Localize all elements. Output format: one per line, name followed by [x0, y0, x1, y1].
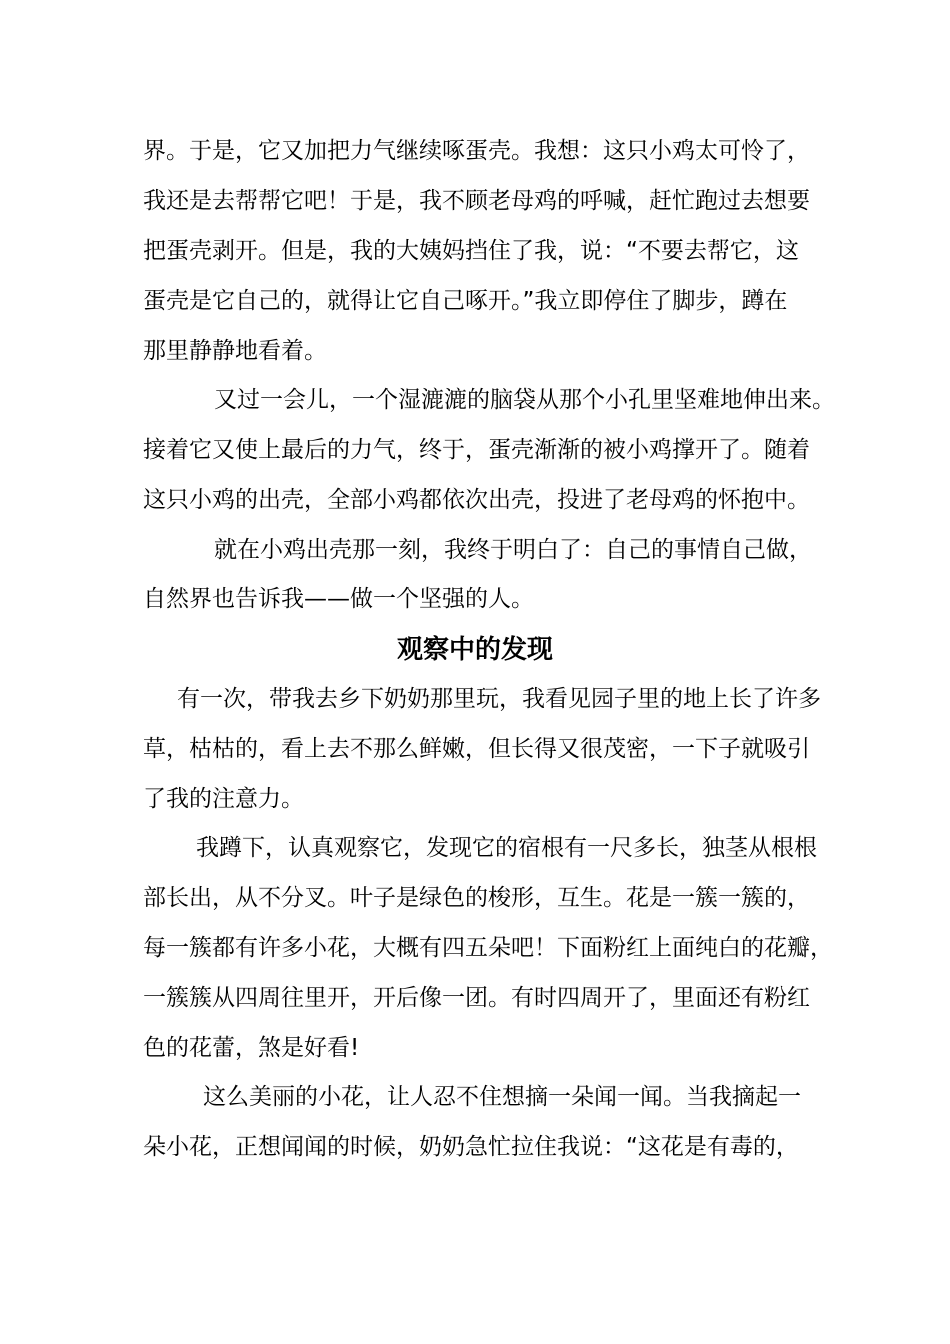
paragraph-line: 这么美丽的小花，让人忍不住想摘一朵闻一闻。当我摘起一 [203, 1084, 801, 1110]
paragraph-line: 把蛋壳剥开。但是，我的大姨妈挡住了我，说：“不要去帮它，这 [143, 238, 799, 264]
paragraph-line: 蛋壳是它自己的，就得让它自己啄开。”我立即停住了脚步，蹲在 [143, 288, 788, 314]
paragraph-line: 我还是去帮帮它吧！于是，我不顾老母鸡的呼喊，赶忙跑过去想要 [143, 188, 810, 214]
paragraph-line: 我蹲下，认真观察它，发现它的宿根有一尺多长，独茎从根根 [196, 835, 817, 861]
paragraph-line: 就在小鸡出壳那一刻，我终于明白了：自己的事情自己做， [214, 537, 812, 563]
paragraph-line: 草，枯枯的，看上去不那么鲜嫩，但长得又很茂密，一下子就吸引 [143, 736, 810, 762]
section-title: 观察中的发现 [396, 635, 553, 665]
paragraph-line: 一簇簇从四周往里开，开后像一团。有时四周开了，里面还有粉红 [143, 985, 810, 1011]
paragraph-line: 接着它又使上最后的力气，终于，蛋壳渐渐的被小鸡撑开了。随着 [143, 437, 810, 463]
paragraph-line: 色的花蕾，煞是好看! [143, 1035, 360, 1061]
paragraph-line: 了我的注意力。 [143, 786, 304, 812]
paragraph-line: 这只小鸡的出壳，全部小鸡都依次出壳，投进了老母鸡的怀抱中。 [143, 487, 810, 513]
paragraph-line: 朵小花，正想闻闻的时候，奶奶急忙拉住我说：“这花是有毒的， [143, 1134, 799, 1160]
paragraph-line: 又过一会儿，一个湿漉漉的脑袋从那个小孔里坚难地伸出来。 [214, 387, 835, 413]
paragraph-line: 每一簇都有许多小花，大概有四五朵吧！下面粉红上面纯白的花瓣， [143, 935, 833, 961]
paragraph-line: 有一次，带我去乡下奶奶那里玩，我看见园子里的地上长了许多 [177, 686, 821, 712]
paragraph-line: 那里静静地看着。 [143, 338, 327, 364]
paragraph-line: 部长出，从不分叉。叶子是绿色的梭形，互生。花是一簇一簇的， [143, 885, 810, 911]
paragraph-line: 界。于是，它又加把力气继续啄蛋壳。我想：这只小鸡太可怜了， [143, 138, 810, 164]
paragraph-line: 自然界也告诉我——做一个坚强的人。 [143, 586, 534, 612]
